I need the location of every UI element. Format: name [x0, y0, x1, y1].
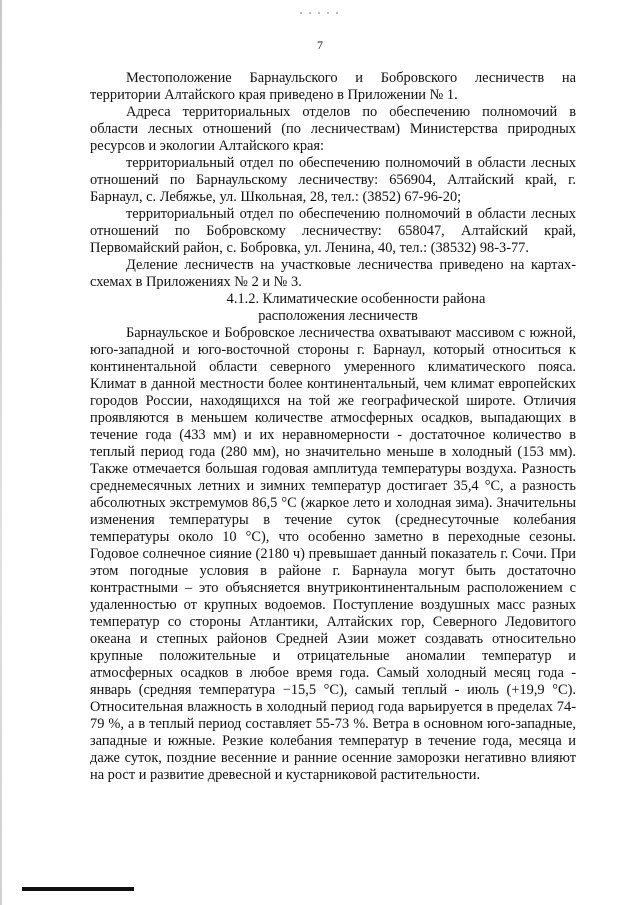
paragraph-address-barnaul: территориальный отдел по обеспечению полномочий в области лесных отношений по Барнаульскому лесничеству: 656904, Алтайский край, г. Барнаул, с. Лебяжье, ул. Школьная, 28, тел.: (3852) 67-96-20; — [90, 155, 576, 205]
paragraph-addresses-intro: Адреса территориальных отделов по обеспечению полномочий в области лесных отношений (по лесничествам) Министерства природных ресурсов и экологии Алтайского края: — [90, 104, 576, 154]
paragraph-address-bobrovka: территориальный отдел по обеспечению полномочий в области лесных отношений по Бобровскому лесничеству: 658047, Алтайский край, Первомайский район, с. Бобровка, ул. Ленина, 40, тел.: (38532) 98-3-77. — [90, 206, 576, 256]
scan-left-edge — [0, 0, 2, 905]
paragraph-division: Деление лесничеств на участковые лесничества приведено на картах-схемах в Приложениях № 2 и № 3. — [90, 257, 576, 290]
footer-rule — [22, 887, 134, 891]
section-title: 4.1.2. Климатические особенности района расположения лесничеств — [226, 291, 486, 324]
page-number: 7 — [317, 38, 323, 52]
paragraph-location: Местоположение Барнаульского и Бобровского лесничеств на территории Алтайского края приведено в Приложении № 1. — [90, 70, 576, 103]
paragraph-climate: Барнаульское и Бобровское лесничества охватывают массивом с южной, юго-западной и юго-восточной стороны г. Барнаул, который относиться к континентальной области северного умеренного климатического пояса. Климат в данной местности более континентальный, чем климат европейских городов России, находящихся на той же географической широте. Отличия проявляются в меньшем количестве атмосферных осадков, выпадающих в течение года (433 мм) и их неравномерности - достаточное количество в теплый период года (280 мм), но значительно меньше в холодный (153 мм). Также отмечается большая годовая амплитуда температуры воздуха. Разность среднемесячных летних и зимних температур достигает 35,4 °С, а разность абсолютных экстремумов 86,5 °С (жаркое лето и холодная зима). Значительны изменения температуры в течение суток (среднесуточные колебания температуры около 10 °С), что особенно заметно в переходные сезоны. Годовое солнечное сияние (2180 ч) превышает данный показатель г. Сочи. При этом погодные условия в районе г. Барнаула могут быть достаточно контрастными – это объясняется внутриконтинентальным расположением с удаленностью от крупных водоемов. Поступление воздушных масс разных температур со стороны Атлантики, Алтайских гор, Северного Ледовитого океана и степных районов Средней Азии может создавать относительно крупные положительные и отрицательные аномалии температур и атмосферных осадков в любое время года. Самый холодный месяц года - январь (средняя температура −15,5 °С), самый теплый - июль (+19,9 °С). Относительная влажность в холодный период года варьируется в пределах 74-79 %, а в теплый период составляет 55-73 %. Ветра в основном юго-западные, западные и южные. Резкие колебания температур в течение года, месяца и даже суток, поздние весенние и ранние осенние заморозки негативно влияют на рост и развитие древесной и кустарниковой растительности. — [90, 325, 576, 783]
scan-artifact — [300, 12, 340, 14]
document-body — [90, 70, 576, 784]
